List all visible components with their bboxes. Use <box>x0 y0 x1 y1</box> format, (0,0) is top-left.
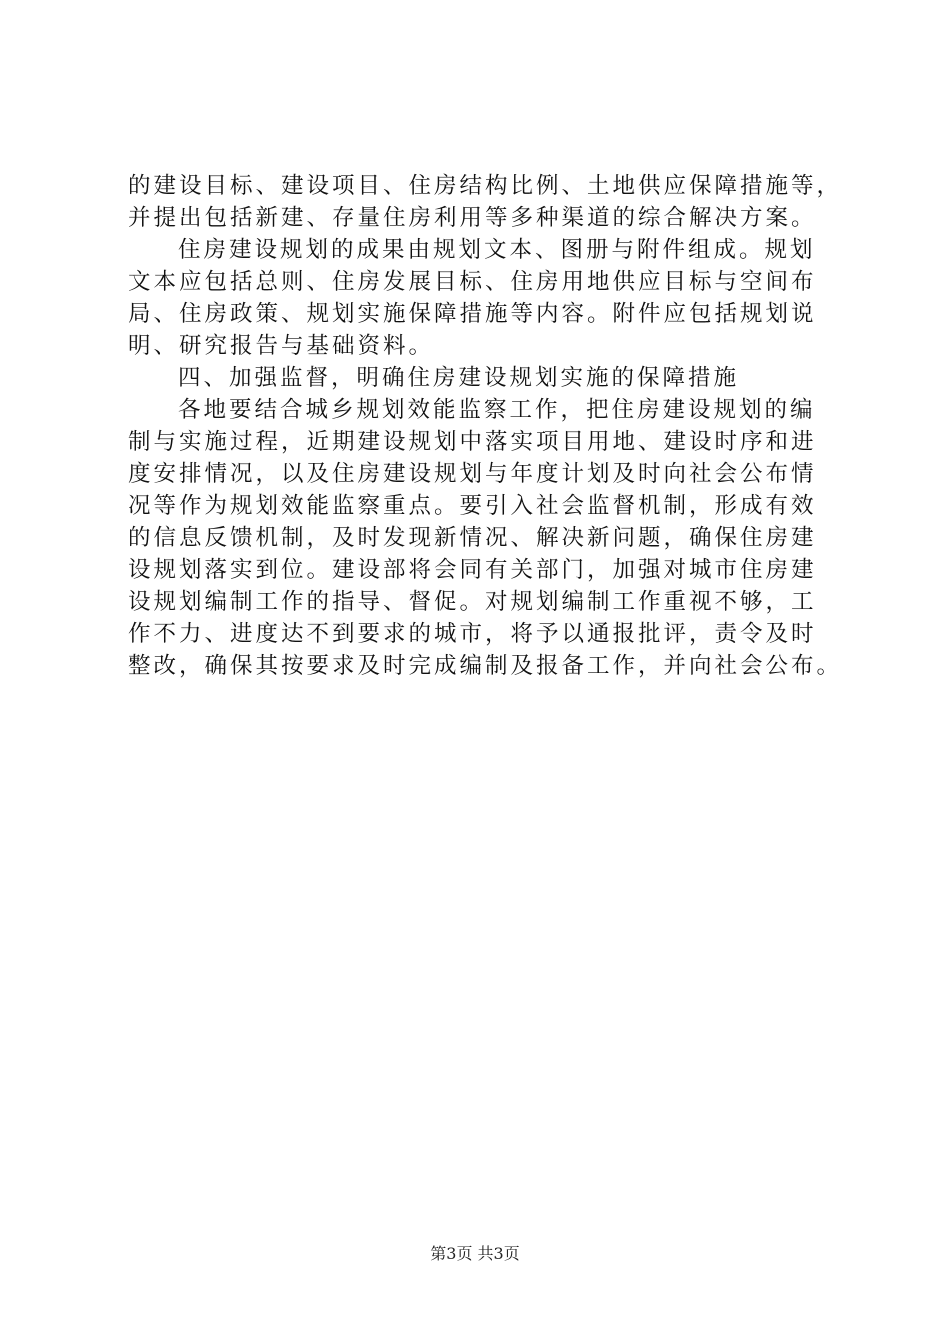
document-body <box>128 170 843 682</box>
text-line: 明、研究报告与基础资料。 <box>128 333 435 359</box>
text-line: 并提出包括新建、存量住房利用等多种渠道的综合解决方案。 <box>128 205 817 231</box>
text-line: 局、住房政策、规划实施保障措施等内容。附件应包括规划说 <box>128 301 817 327</box>
paragraph-start-line: 各地要结合城乡规划效能监察工作，把住房建设规划的编 <box>178 397 816 423</box>
text-line: 设规划编制工作的指导、督促。对规划编制工作重视不够，工 <box>128 589 817 615</box>
page-number-footer: 第3页 共3页 <box>430 1244 520 1263</box>
text-line: 设规划落实到位。建设部将会同有关部门，加强对城市住房建 <box>128 557 817 583</box>
section-heading: 四、加强监督，明确住房建设规划实施的保障措施 <box>178 365 740 391</box>
paragraph-start-line: 住房建设规划的成果由规划文本、图册与附件组成。规划 <box>178 237 816 263</box>
text-line: 制与实施过程，近期建设规划中落实项目用地、建设时序和进 <box>128 429 817 455</box>
text-line: 作不力、进度达不到要求的城市，将予以通报批评，责令及时 <box>128 621 817 647</box>
text-line: 况等作为规划效能监察重点。要引入社会监督机制，形成有效 <box>128 493 817 519</box>
text-line: 度安排情况，以及住房建设规划与年度计划及时向社会公布情 <box>128 461 817 487</box>
text-line: 文本应包括总则、住房发展目标、住房用地供应目标与空间布 <box>128 269 817 295</box>
text-line: 整改，确保其按要求及时完成编制及报备工作，并向社会公布。 <box>128 653 843 679</box>
text-line: 的建设目标、建设项目、住房结构比例、土地供应保障措施等， <box>128 173 843 199</box>
text-line: 的信息反馈机制，及时发现新情况、解决新问题，确保住房建 <box>128 525 817 551</box>
